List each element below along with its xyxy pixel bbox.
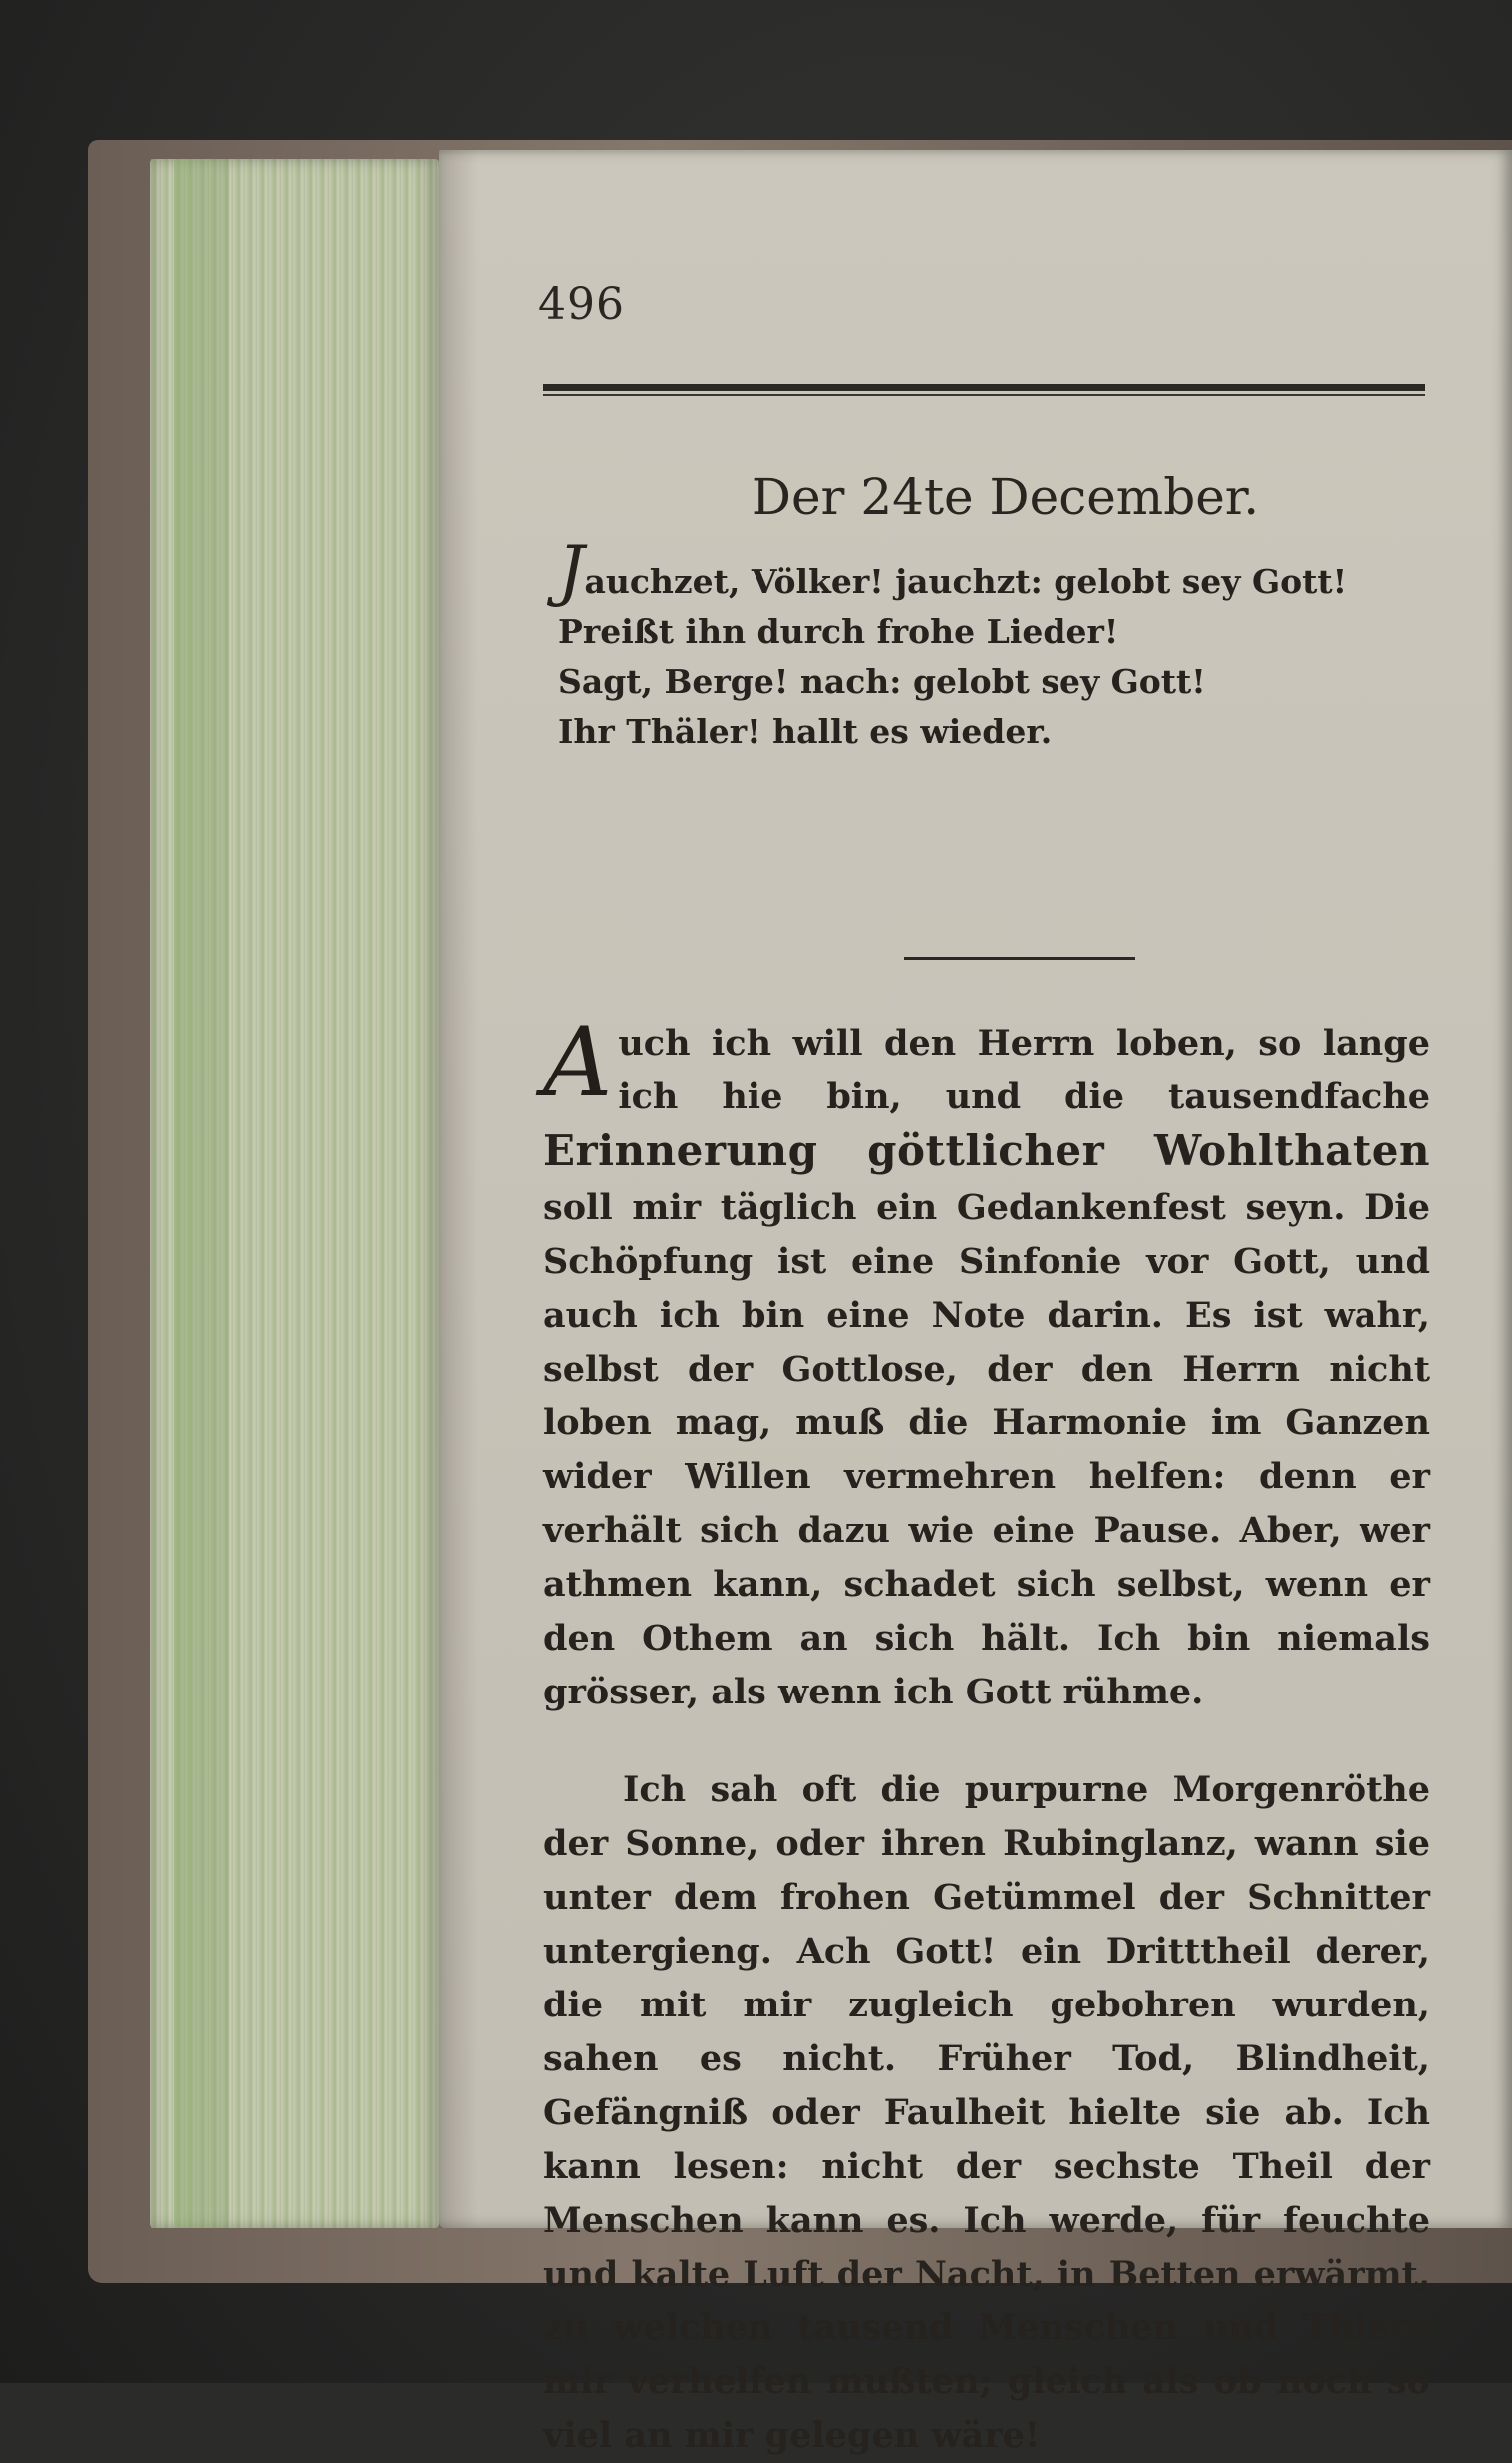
verse-line: Ihr Thäler! hallt es wieder. [558,712,1053,751]
emphasized-phrase: Erinnerung göttlicher Wohlthaten [543,1126,1430,1175]
verse-line: Jauchzet, Völker! jauchzt: gelobt sey Gott! [558,532,1348,609]
book-fore-edge [150,159,439,2228]
paragraph: Ich sah oft die purpurne Morgenröthe der Sonne, oder ihren Rubinglanz, wann sie unter dem frohen Getümmel der Schnitter untergieng. Ach Gott! ein Dritttheil derer, die mit mir zugleich gebohren wurden, sahen es nicht. Früher Tod, Blindheit, Gefängniß oder Faulheit hielte sie ab. Ich kann lesen: nicht der sechste Theil der Menschen kann es. Ich werde, für feuchte und kalte Luft der Nacht, in Betten erwärmt, zu welchen tausend Menschen und Thiere mir verhelfen mußten; gleich als ob noch so viel an mir gelegen wäre! [543,1769,1430,2456]
date-heading: Der 24te December. [751,468,1260,526]
verse-stanza [558,532,1415,757]
paragraph-text: uch ich will den Herrn loben, so lange ich hie bin, und die tausendfache [618,1023,1430,1117]
section-divider [904,957,1135,960]
paragraph [543,1007,1430,1719]
body-text [543,1007,1430,2463]
page-number: 496 [538,279,625,330]
header-rule-thin [543,394,1425,396]
header-rule-thick [543,384,1425,391]
verse-line: Preißt ihn durch frohe Lieder! [558,612,1119,651]
header-rule [543,384,1425,398]
drop-cap: A [543,1007,613,1118]
verse-line: Sagt, Berge! nach: gelobt sey Gott! [558,662,1206,701]
paragraph-text: soll mir täglich ein Gedankenfest seyn. Die Schöpfung ist eine Sinfonie vor Gott, und auch ich bin eine Note darin. Es ist wahr, selbst der Gottlose, der den Herrn nicht loben mag, muß die Harmonie im Ganzen wider Willen vermehren helfen: denn er verhält sich dazu wie eine Pause. Aber, wer athmen kann, schadet sich selbst, wenn er den Othem an sich hält. Ich bin niemals grösser, als wenn ich Gott rühme. [543,1187,1430,1712]
book-page [439,150,1512,2456]
